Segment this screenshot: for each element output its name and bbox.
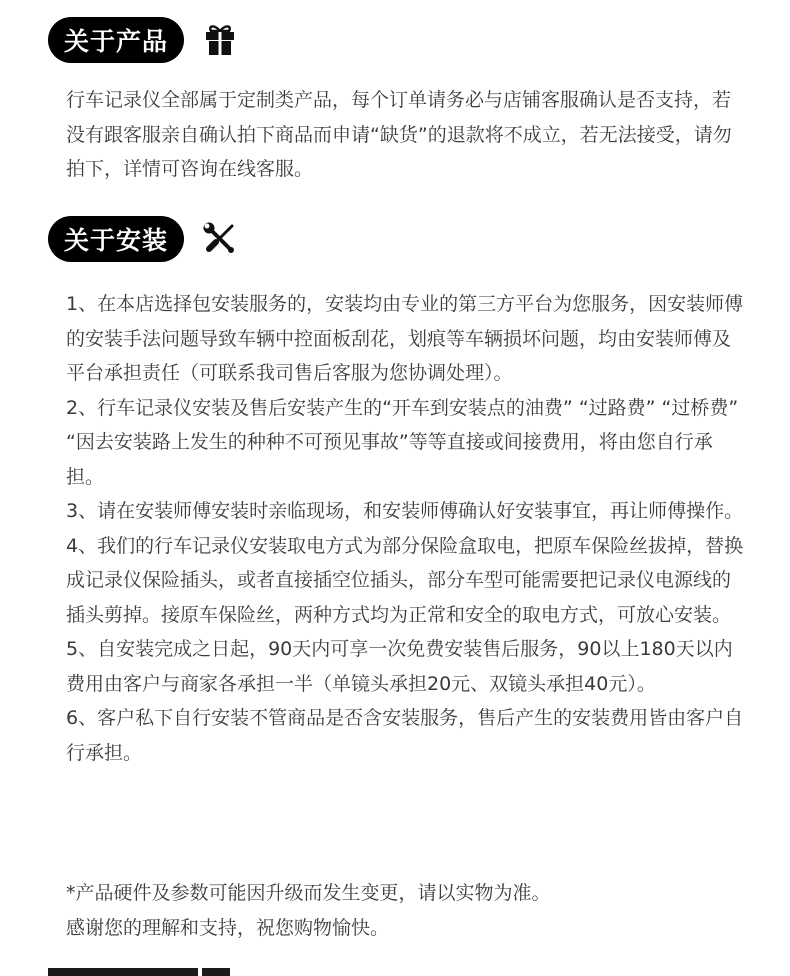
product-section-header — [48, 17, 238, 63]
product-description-text: 行车记录仪全部属于定制类产品，每个订单请务必与店铺客服确认是否支持，若没有跟客服亲自确认拍下商品而申请“缺货”的退款将不成立，若无法接受，请勿拍下，详情可咨询在线客服。 — [66, 89, 732, 180]
install-term-5: 5、自安装完成之日起，90天内可享一次免费安装售后服务，90以上180天以内费用由客户与商家各承担一半（单镜头承担20元、双镜头承担40元）。 — [66, 638, 733, 695]
install-terms-list — [66, 287, 746, 770]
next-section-header-edge — [48, 968, 230, 976]
install-term-3: 3、请在安装师傅安装时亲临现场，和安装师傅确认好安装事宜，再让师傅操作。 — [66, 500, 744, 522]
install-section-title: 关于安装 — [48, 216, 184, 262]
install-term-4: 4、我们的行车记录仪安装取电方式为部分保险盒取电，把原车保险丝拔掉，替换成记录仪保险插头，或者直接插空位插头，部分车型可能需要把记录仪电源线的插头剪掉。接原车保险丝，两种方式均为正常和安全的取电方式，可放心安装。 — [66, 534, 744, 626]
gift-icon — [202, 22, 238, 58]
install-term-2: 2、行车记录仪安装及售后安装产生的“开车到安装点的油费” “过路费” “过桥费” “因去安装路上发生的种种不可预见事故”等等直接或间接费用，将由您自行承担。 — [66, 396, 739, 488]
disclaimer-note: *产品硬件及参数可能因升级而发生变更，请以实物为准。 — [66, 882, 551, 904]
install-term-6: 6、客户私下自行安装不管商品是否含安装服务，售后产生的安装费用皆由客户自行承担。 — [66, 707, 744, 764]
product-description — [66, 83, 746, 187]
install-term-1: 1、在本店选择包安装服务的，安装均由专业的第三方平台为您服务，因安装师傅的安装手法问题导致车辆中控面板刮花，划痕等车辆损坏问题，均由安装师傅及平台承担责任（可联系我司售后客服为您协调处理）。 — [66, 293, 744, 384]
tools-icon — [202, 221, 238, 257]
product-section-title: 关于产品 — [48, 17, 184, 63]
footer-notes — [66, 876, 746, 946]
thanks-note: 感谢您的理解和支持，祝您购物愉快。 — [66, 917, 390, 939]
install-section-header — [48, 216, 238, 262]
